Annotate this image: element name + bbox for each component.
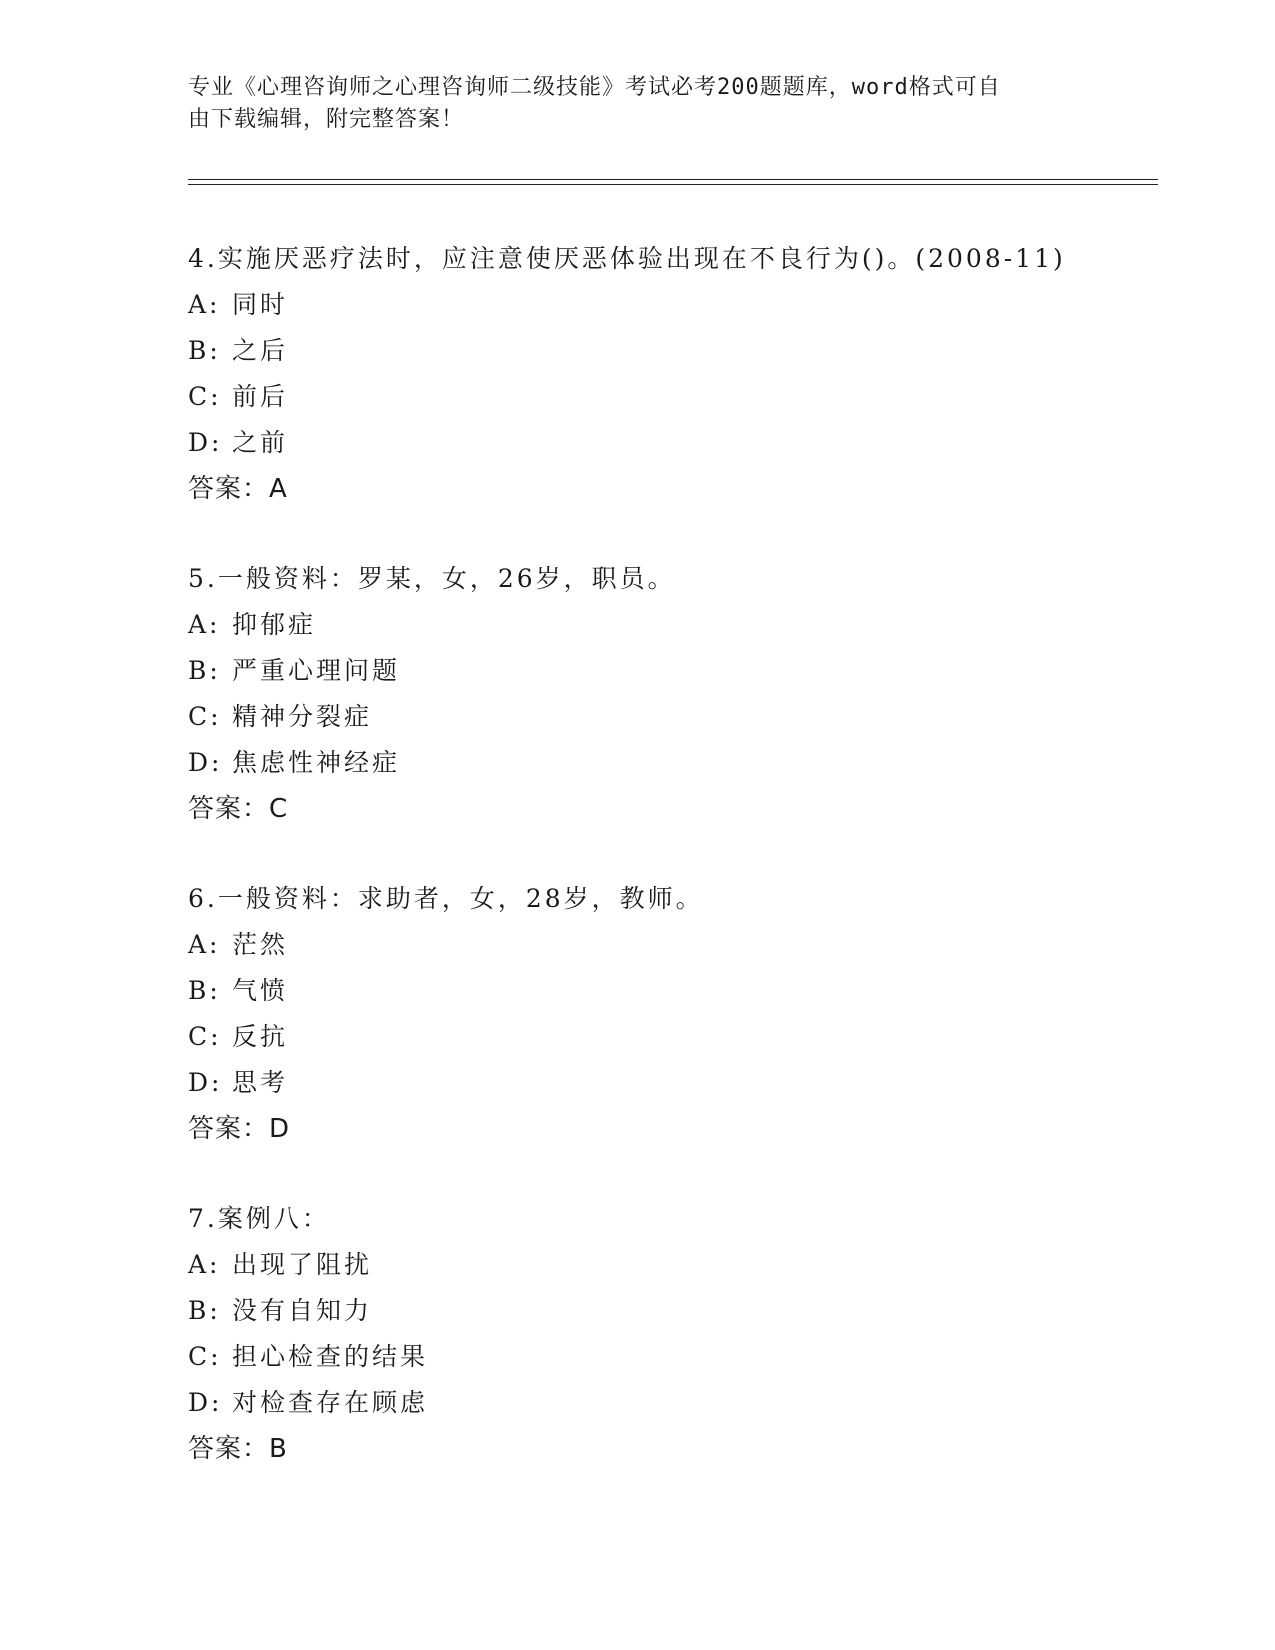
option-text: 气愤 <box>232 976 289 1005</box>
option-text: 精神分裂症 <box>232 702 373 731</box>
document-intro <box>188 72 1078 136</box>
option-key: A: <box>188 610 221 639</box>
answer-line: 答案：B <box>188 1434 288 1464</box>
intro-line-2: 由下载编辑，附完整答案！ <box>188 107 465 132</box>
option-key: B: <box>188 1296 221 1325</box>
option-text: 抑郁症 <box>232 610 317 639</box>
answer-line: 答案：C <box>188 794 289 824</box>
option-a <box>188 922 1188 968</box>
option-a <box>188 282 1188 328</box>
option-key: B: <box>188 656 221 685</box>
question-stem: 5.一般资料：罗某，女，26岁，职员。 <box>188 564 676 593</box>
option-text: 同时 <box>232 290 289 319</box>
option-key: A: <box>188 930 221 959</box>
option-a <box>188 1242 1188 1288</box>
option-key: C: <box>188 382 222 411</box>
option-c <box>188 694 1188 740</box>
option-c <box>188 1334 1188 1380</box>
option-key: C: <box>188 702 222 731</box>
option-key: C: <box>188 1342 222 1371</box>
option-text: 反抗 <box>232 1022 289 1051</box>
question-block <box>188 236 1188 512</box>
header-divider-top <box>188 179 1158 180</box>
option-key: C: <box>188 1022 222 1051</box>
option-key: A: <box>188 290 221 319</box>
option-key: D: <box>188 428 223 457</box>
option-b <box>188 648 1188 694</box>
option-text: 前后 <box>232 382 289 411</box>
option-text: 严重心理问题 <box>232 656 401 685</box>
question-stem: 6.一般资料：求助者，女，28岁，教师。 <box>188 884 704 913</box>
intro-line-1: 专业《心理咨询师之心理咨询师二级技能》考试必考200题题库，word格式可自 <box>188 75 1001 100</box>
option-d <box>188 420 1188 466</box>
option-key: D: <box>188 748 223 777</box>
option-key: D: <box>188 1388 223 1417</box>
option-d <box>188 1060 1188 1106</box>
option-d <box>188 740 1188 786</box>
option-text: 茫然 <box>232 930 289 959</box>
option-text: 焦虑性神经症 <box>232 748 401 777</box>
option-b <box>188 968 1188 1014</box>
question-block <box>188 876 1188 1152</box>
header-divider-bottom <box>188 184 1158 185</box>
question-block <box>188 556 1188 832</box>
option-text: 担心检查的结果 <box>232 1342 429 1371</box>
option-text: 之后 <box>232 336 289 365</box>
option-b <box>188 1288 1188 1334</box>
option-text: 对检查存在顾虑 <box>232 1388 429 1417</box>
option-text: 出现了阻扰 <box>232 1250 373 1279</box>
answer-line: 答案：A <box>188 474 288 504</box>
question-stem: 7.案例八： <box>188 1204 330 1233</box>
option-key: D: <box>188 1068 223 1097</box>
option-key: A: <box>188 1250 221 1279</box>
option-key: B: <box>188 976 221 1005</box>
option-b <box>188 328 1188 374</box>
option-text: 没有自知力 <box>232 1296 373 1325</box>
option-text: 思考 <box>232 1068 289 1097</box>
option-a <box>188 602 1188 648</box>
option-key: B: <box>188 336 221 365</box>
answer-line: 答案：D <box>188 1114 291 1144</box>
option-text: 之前 <box>232 428 289 457</box>
option-d <box>188 1380 1188 1426</box>
option-c <box>188 374 1188 420</box>
question-stem: 4.实施厌恶疗法时，应注意使厌恶体验出现在不良行为()。(2008-11) <box>188 244 1066 273</box>
option-c <box>188 1014 1188 1060</box>
question-block <box>188 1196 1188 1472</box>
